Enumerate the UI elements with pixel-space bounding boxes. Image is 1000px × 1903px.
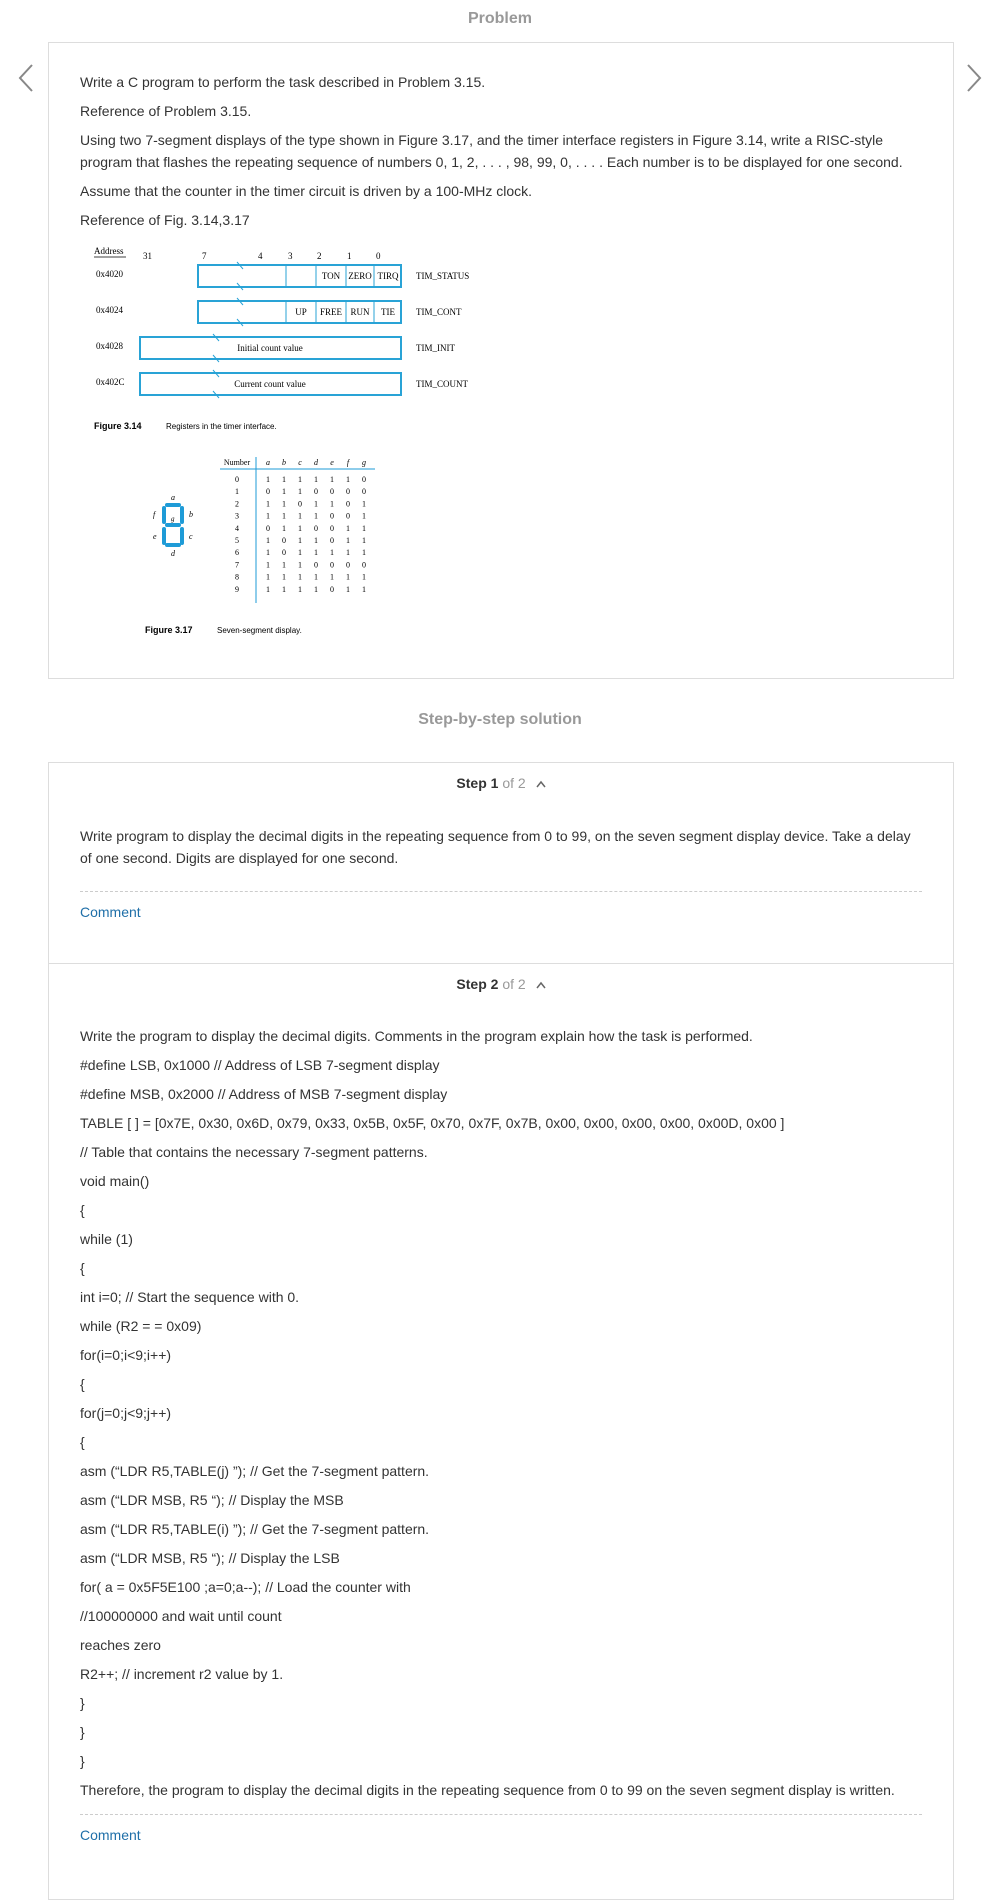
table-bit: 1 xyxy=(266,536,270,545)
table-bit: 1 xyxy=(282,511,286,521)
bit-label: 31 xyxy=(143,251,152,261)
figure-3-14 xyxy=(94,243,514,438)
table-header: f xyxy=(346,458,350,467)
table-bit: 1 xyxy=(298,475,302,484)
table-bit: 1 xyxy=(298,523,302,533)
table-bit: 0 xyxy=(266,523,270,533)
register-name: TIM_CONT xyxy=(416,307,462,317)
comment-link[interactable]: Comment xyxy=(80,904,141,920)
register-field: FREE xyxy=(319,307,343,317)
step-1-header[interactable] xyxy=(49,763,953,825)
table-bit: 1 xyxy=(314,536,318,545)
figure-caption-text: Registers in the timer interface. xyxy=(166,422,277,431)
code-line: //100000000 and wait until count xyxy=(80,1608,282,1624)
table-digit: 6 xyxy=(235,548,239,558)
segment-table xyxy=(220,457,375,603)
table-bit: 1 xyxy=(346,523,350,533)
table-bit: 1 xyxy=(314,499,318,509)
register-field: TIE xyxy=(381,307,395,317)
table-bit: 0 xyxy=(330,511,334,521)
table-bit: 1 xyxy=(330,572,334,582)
code-line: int i=0; // Start the sequence with 0. xyxy=(80,1289,300,1305)
table-header: a xyxy=(266,458,270,467)
table-bit: 0 xyxy=(362,487,366,497)
table-digit: 7 xyxy=(235,560,239,570)
code-line: for(i=0;i<9;i++) xyxy=(80,1347,172,1363)
code-line: while (R2 = = 0x09) xyxy=(80,1318,202,1334)
table-bit: 0 xyxy=(330,560,334,570)
step-count: of 2 xyxy=(502,976,526,992)
problem-paragraph: Assume that the counter in the timer circuit is driven by a 100-MHz clock. xyxy=(80,183,533,199)
step-1-text: Write program to display the decimal digits in the repeating sequence from 0 to 99, on the seven segment display device. Take a delay of one second. Digits are displayed for one second. xyxy=(80,828,911,866)
table-bit: 0 xyxy=(314,487,318,497)
code-line: asm (“LDR MSB, R5 “); // Display the LSB xyxy=(80,1550,340,1566)
table-bit: 1 xyxy=(314,584,318,594)
segment-letter: f xyxy=(153,510,156,519)
table-bit: 1 xyxy=(314,511,318,521)
comment-link[interactable]: Comment xyxy=(80,1827,141,1843)
table-bit: 1 xyxy=(330,499,334,509)
code-line: Therefore, the program to display the decimal digits in the repeating sequence from 0 to 99 on the seven segment display is written. xyxy=(80,1782,895,1798)
table-bit: 1 xyxy=(266,584,270,594)
code-line: } xyxy=(80,1695,85,1711)
table-bit: 1 xyxy=(298,584,302,594)
register-label: Current count value xyxy=(234,379,306,389)
table-bit: 1 xyxy=(298,536,302,545)
table-bit: 1 xyxy=(266,572,270,582)
code-line: for(j=0;j<9;j++) xyxy=(80,1405,172,1421)
segment-letter: d xyxy=(171,549,175,558)
register-field: UP xyxy=(295,307,307,317)
table-bit: 0 xyxy=(282,548,286,558)
step-label: Step 1 xyxy=(456,775,499,791)
step-1-card xyxy=(48,762,954,964)
table-bit: 1 xyxy=(282,487,286,497)
table-bit: 1 xyxy=(282,523,286,533)
table-bit: 1 xyxy=(346,572,350,582)
segment-letter: a xyxy=(171,493,175,502)
table-bit: 0 xyxy=(266,487,270,497)
table-bit: 1 xyxy=(282,560,286,570)
segment-letter: g xyxy=(171,515,175,523)
register-field: TIRQ xyxy=(377,271,399,281)
table-bit: 0 xyxy=(346,560,350,570)
figure-caption-number: Figure 3.14 xyxy=(94,421,142,431)
problem-paragraph: Using two 7-segment displays of the type shown in Figure 3.17, and the timer interface registers in Figure 3.14, write a RISC-style program that flashes the repeating sequence of numbers 0, 1, 2, . . . , 98, 99, 0, . . . . Each number is to be displayed for one second. xyxy=(80,132,903,170)
register-name: TIM_COUNT xyxy=(416,379,468,389)
table-bit: 0 xyxy=(330,487,334,497)
code-line: { xyxy=(80,1260,85,1276)
table-bit: 1 xyxy=(266,511,270,521)
register-address: 0x4020 xyxy=(96,269,123,279)
table-header: c xyxy=(298,458,302,467)
register-name: TIM_STATUS xyxy=(416,271,470,281)
table-bit: 1 xyxy=(362,548,366,558)
table-bit: 1 xyxy=(362,523,366,533)
table-digit: 9 xyxy=(235,584,239,594)
code-line: { xyxy=(80,1434,85,1450)
table-bit: 0 xyxy=(362,475,366,484)
table-bit: 0 xyxy=(330,584,334,594)
table-bit: 0 xyxy=(298,499,302,509)
code-line: void main() xyxy=(80,1173,150,1189)
step-label: Step 2 xyxy=(456,976,499,992)
table-bit: 0 xyxy=(346,511,350,521)
table-bit: 0 xyxy=(362,560,366,570)
code-line: // Table that contains the necessary 7-segment patterns. xyxy=(80,1144,428,1160)
code-line: R2++; // increment r2 value by 1. xyxy=(80,1666,284,1682)
problem-paragraph: Reference of Problem 3.15. xyxy=(80,103,252,119)
code-line: asm (“LDR R5,TABLE(j) ”); // Get the 7-segment pattern. xyxy=(80,1463,430,1479)
bit-label: 3 xyxy=(288,251,293,261)
register-address: 0x402C xyxy=(96,377,125,387)
register-address: 0x4024 xyxy=(96,305,123,315)
code-line: } xyxy=(80,1753,85,1769)
code-line: } xyxy=(80,1724,85,1740)
register-field: ZERO xyxy=(348,271,372,281)
code-line: #define LSB, 0x1000 // Address of LSB 7-segment display xyxy=(80,1057,440,1073)
table-bit: 1 xyxy=(346,584,350,594)
table-bit: 1 xyxy=(266,548,270,558)
table-bit: 1 xyxy=(298,560,302,570)
table-bit: 1 xyxy=(282,584,286,594)
table-bit: 0 xyxy=(314,523,318,533)
chevron-up-icon[interactable] xyxy=(536,780,546,788)
table-bit: 1 xyxy=(330,548,334,558)
table-header: b xyxy=(282,458,286,467)
bit-label: 4 xyxy=(258,251,263,261)
table-bit: 1 xyxy=(314,548,318,558)
code-line: { xyxy=(80,1376,85,1392)
code-line: while (1) xyxy=(80,1231,133,1247)
bit-label: 7 xyxy=(202,251,207,261)
table-header: Number xyxy=(223,458,251,467)
code-line: for( a = 0x5F5E100 ;a=0;a--); // Load the counter with xyxy=(80,1579,411,1595)
table-bit: 1 xyxy=(346,548,350,558)
table-bit: 1 xyxy=(362,536,366,545)
table-bit: 1 xyxy=(314,475,318,484)
table-bit: 1 xyxy=(298,548,302,558)
register-field: RUN xyxy=(350,307,370,317)
table-bit: 1 xyxy=(362,572,366,582)
table-header: e xyxy=(330,458,334,467)
table-bit: 1 xyxy=(314,572,318,582)
table-bit: 1 xyxy=(362,584,366,594)
register-name: TIM_INIT xyxy=(416,343,455,353)
table-bit: 0 xyxy=(314,560,318,570)
code-line: reaches zero xyxy=(80,1637,161,1653)
table-bit: 1 xyxy=(330,475,334,484)
table-digit: 2 xyxy=(235,499,239,509)
previous-arrow-icon[interactable] xyxy=(16,62,36,94)
table-bit: 1 xyxy=(298,487,302,497)
table-digit: 5 xyxy=(235,536,239,545)
table-bit: 1 xyxy=(298,572,302,582)
figure-caption-text: Seven-segment display. xyxy=(217,626,302,635)
register-label: Initial count value xyxy=(237,343,303,353)
table-header: g xyxy=(362,458,366,467)
table-bit: 0 xyxy=(346,487,350,497)
next-arrow-icon[interactable] xyxy=(964,62,984,94)
step-2-card xyxy=(48,963,954,1900)
code-line: { xyxy=(80,1202,85,1218)
register-address: 0x4028 xyxy=(96,341,123,351)
table-bit: 0 xyxy=(330,523,334,533)
table-bit: 1 xyxy=(266,475,270,484)
code-line: asm (“LDR R5,TABLE(i) ”); // Get the 7-segment pattern. xyxy=(80,1521,430,1537)
table-bit: 1 xyxy=(298,511,302,521)
segment-letter: b xyxy=(189,510,193,519)
bit-label: 1 xyxy=(347,251,352,261)
segment-letter: e xyxy=(153,532,157,541)
table-bit: 0 xyxy=(330,536,334,545)
step-2-header[interactable] xyxy=(49,964,953,1026)
code-line: #define MSB, 0x2000 // Address of MSB 7-segment display xyxy=(80,1086,448,1102)
table-digit: 0 xyxy=(235,475,239,484)
code-line: TABLE [ ] = [0x7E, 0x30, 0x6D, 0x79, 0x33, 0x5B, 0x5F, 0x70, 0x7F, 0x7B, 0x00, 0x00, 0x00, 0x00, 0x00D, 0x00 ] xyxy=(80,1115,785,1131)
table-bit: 0 xyxy=(346,499,350,509)
seven-segment-icon xyxy=(162,503,184,547)
bit-label: 2 xyxy=(317,251,322,261)
table-digit: 3 xyxy=(235,511,239,521)
table-bit: 1 xyxy=(362,511,366,521)
code-line: Write the program to display the decimal digits. Comments in the program explain how the task is performed. xyxy=(80,1028,753,1044)
chevron-up-icon[interactable] xyxy=(536,981,546,989)
table-header: d xyxy=(314,458,318,467)
table-bit: 1 xyxy=(346,536,350,545)
segment-letter: c xyxy=(189,532,193,541)
problem-paragraph: Reference of Fig. 3.14,3.17 xyxy=(80,212,250,228)
table-bit: 1 xyxy=(346,475,350,484)
figure-3-17 xyxy=(145,455,385,640)
table-bit: 1 xyxy=(266,499,270,509)
address-header: Address xyxy=(94,246,124,256)
table-bit: 1 xyxy=(282,572,286,582)
step-count: of 2 xyxy=(502,775,526,791)
table-bit: 0 xyxy=(282,536,286,545)
solution-heading: Step-by-step solution xyxy=(418,711,582,728)
problem-card xyxy=(48,42,954,679)
divider xyxy=(80,1814,922,1815)
code-line: asm (“LDR MSB, R5 “); // Display the MSB xyxy=(80,1492,344,1508)
bit-label: 0 xyxy=(376,251,381,261)
divider xyxy=(80,891,922,892)
table-bit: 1 xyxy=(266,560,270,570)
problem-heading: Problem xyxy=(467,10,532,27)
table-digit: 1 xyxy=(235,487,239,497)
table-bit: 1 xyxy=(282,499,286,509)
table-bit: 1 xyxy=(282,475,286,484)
table-digit: 8 xyxy=(235,572,239,582)
figure-caption-number: Figure 3.17 xyxy=(145,625,193,635)
problem-paragraph: Write a C program to perform the task described in Problem 3.15. xyxy=(80,74,486,90)
register-field: TON xyxy=(321,271,341,281)
table-digit: 4 xyxy=(235,523,239,533)
table-bit: 1 xyxy=(362,499,366,509)
